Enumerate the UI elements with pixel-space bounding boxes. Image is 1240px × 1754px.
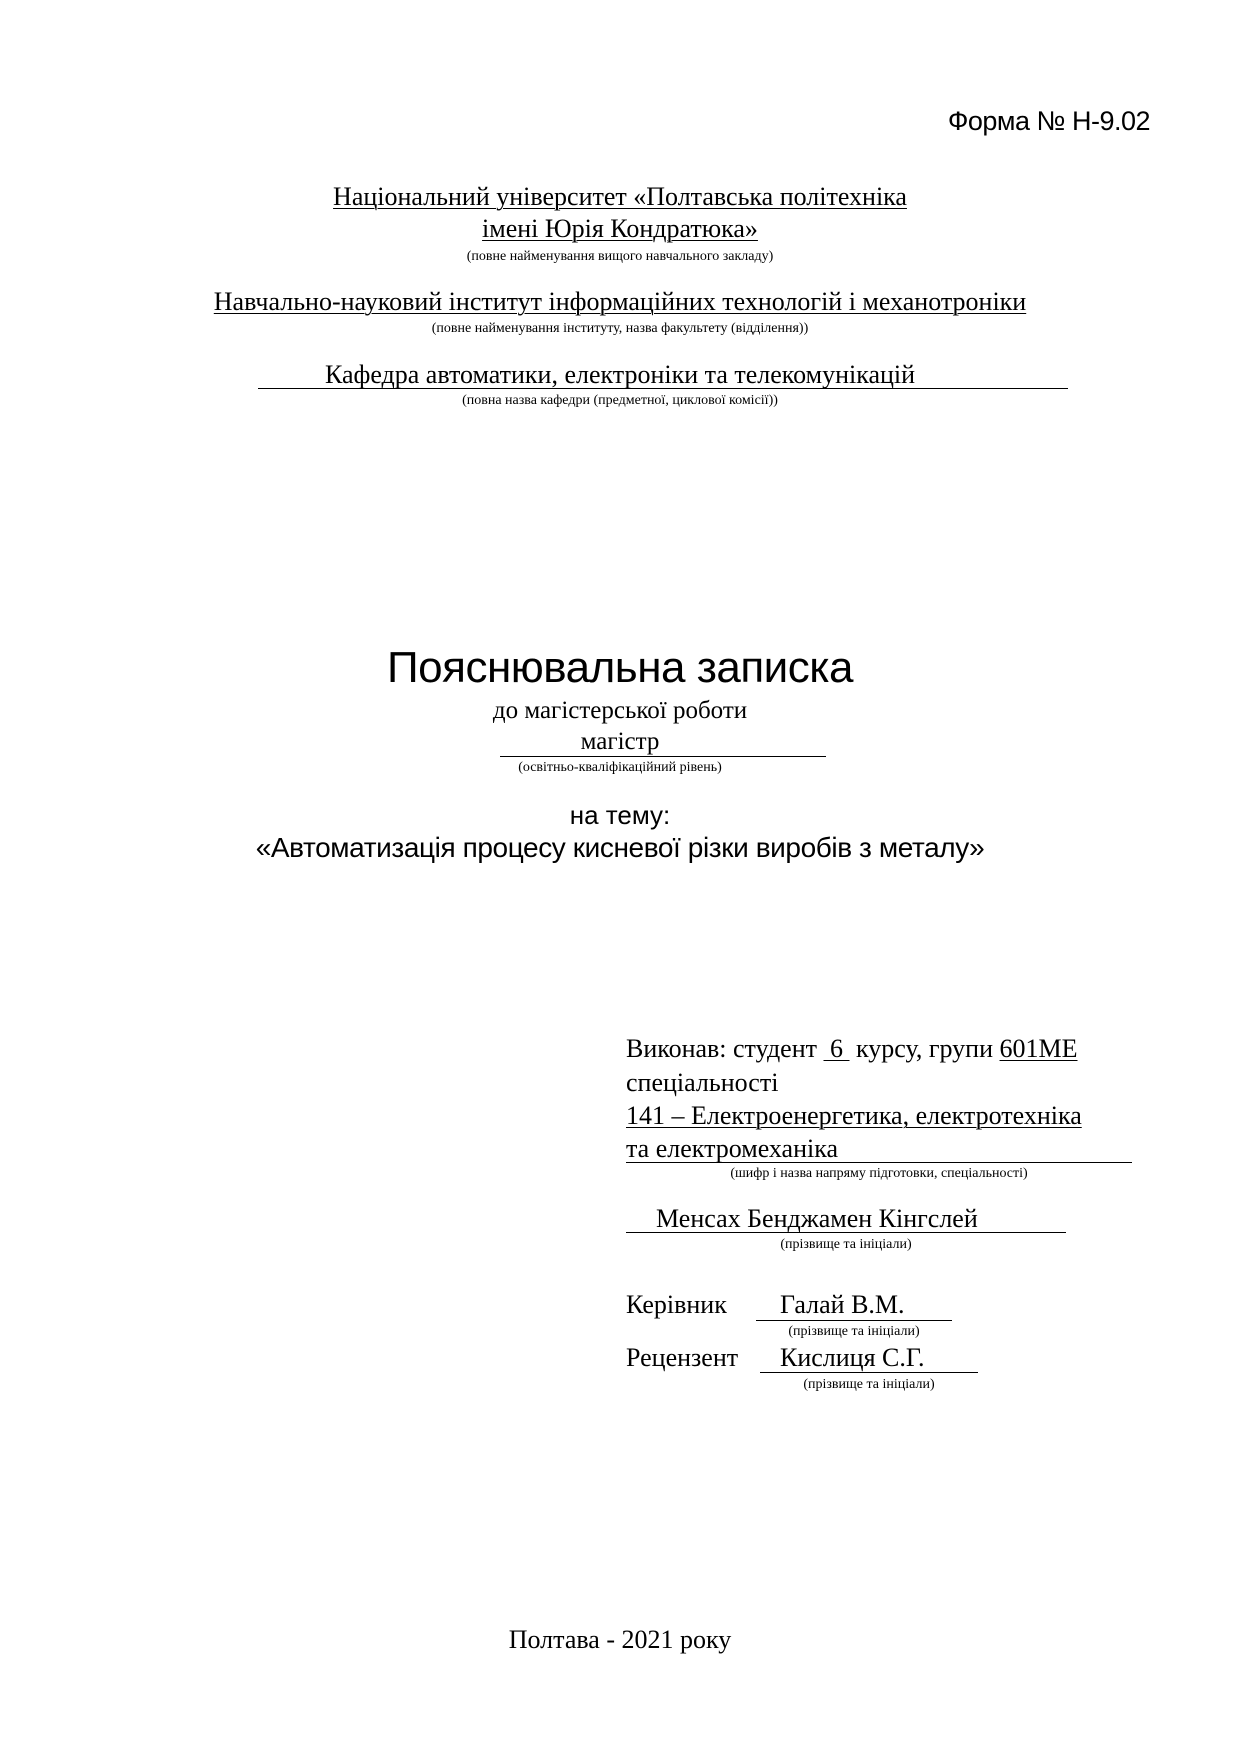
student-underline: [626, 1232, 1066, 1233]
specialty-caption: (шифр і назва напряму підготовки, спеціальності): [730, 1166, 1028, 1181]
specialty-text-1: 141 – Електроенергетика, електротехніка: [626, 1101, 1082, 1130]
university-name-line2: [0, 214, 1240, 244]
qualification-underline: [500, 756, 826, 757]
specialty-line2: та електромеханіка: [626, 1134, 839, 1163]
student-course-group: [626, 1034, 1078, 1064]
supervisor-caption: (прізвище та ініціали): [788, 1324, 920, 1339]
supervisor-underline: [756, 1320, 952, 1321]
reviewer-name: Кислиця С.Г.: [780, 1343, 925, 1372]
university-caption: (повне найменування вищого навчального закладу): [466, 249, 774, 264]
theme-label: на тему:: [569, 800, 671, 830]
institute-caption: (повне найменування інституту, назва факультету (відділення)): [431, 321, 809, 336]
supervisor-label: Керівник: [626, 1290, 727, 1319]
department-caption: (повна назва кафедри (предметної, циклової комісії)): [462, 393, 778, 408]
reviewer-underline: [760, 1372, 978, 1373]
specialty-line1: [626, 1101, 1082, 1131]
city-year-footer: Полтава - 2021 року: [508, 1625, 732, 1654]
university-name-line1: [0, 182, 1240, 212]
reviewer-label: Рецензент: [626, 1343, 739, 1372]
qualification-level: магістр: [580, 728, 660, 755]
specialty-label: спеціальності: [626, 1068, 779, 1097]
done-by-prefix: Виконав: студент: [626, 1034, 824, 1063]
student-name: Менсах Бенджамен Кінгслей: [656, 1204, 978, 1233]
course-number: [824, 1034, 850, 1063]
document-subtitle: до магістерської роботи: [492, 697, 748, 724]
department-name: Кафедра автоматики, електроніки та телекомунікацій: [324, 360, 916, 389]
institute-name-text: Навчально-науковий інститут інформаційних технологій і механотроніки: [213, 287, 1027, 316]
thesis-topic: «Автоматизація процесу кисневої різки виробів з металу»: [255, 832, 985, 863]
department-underline: [258, 388, 1068, 389]
group-code: 601МЕ: [999, 1034, 1078, 1063]
document-title: Пояснювальна записка: [387, 643, 853, 692]
supervisor-name: Галай В.М.: [780, 1290, 905, 1319]
specialty-underline: [626, 1162, 1132, 1163]
qualification-caption: (освітньо-кваліфікаційний рівень): [518, 760, 722, 775]
form-code: Форма № Н-9.02: [947, 106, 1150, 136]
university-name-text-2: імені Юрія Кондратюка»: [482, 214, 758, 243]
course-value: 6: [830, 1034, 843, 1063]
university-name-text-1: Національний університет «Полтавська політехніка: [333, 182, 907, 211]
institute-name: [0, 287, 1240, 317]
reviewer-caption: (прізвище та ініціали): [803, 1377, 935, 1392]
course-suffix: курсу, групи: [849, 1034, 1000, 1063]
student-caption: (прізвище та ініціали): [780, 1237, 912, 1252]
